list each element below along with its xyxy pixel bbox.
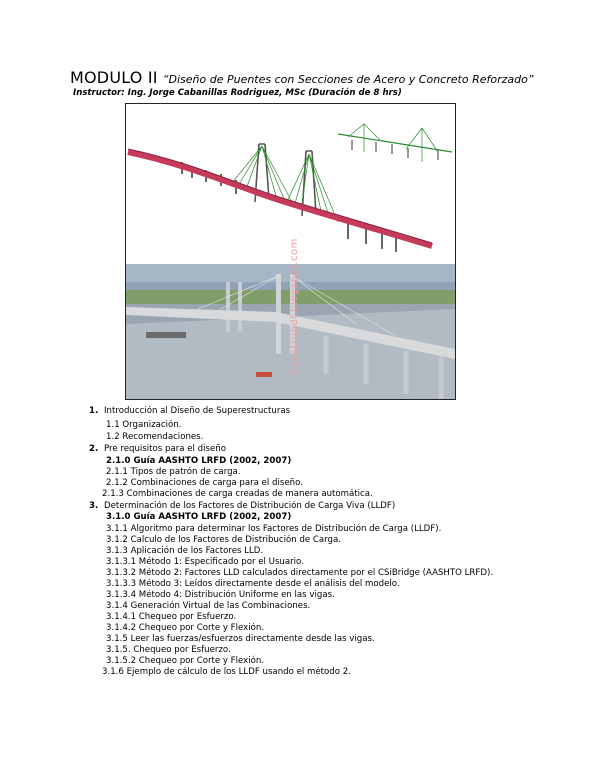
toc-item: 3.1.5. Chequeo por Esfuerzo. — [106, 645, 231, 655]
toc-section-3: Determinación de los Factores de Distribución de Carga Viva (LLDF) — [104, 501, 396, 511]
document-title — [70, 68, 534, 87]
toc-num-2: 2. — [89, 444, 99, 454]
watermark-text: Construpdf.blogspot.com — [289, 238, 300, 375]
toc-item: 1.1 Organización. — [106, 420, 182, 430]
instructor-line: Instructor: Ing. Jorge Cabanillas Rodriguez, MSc (Duración de 8 hrs) — [73, 88, 402, 98]
toc-item: 2.1.1 Tipos de patrón de carga. — [106, 467, 241, 477]
toc-item: 3.1.5 Leer las fuerzas/esfuerzos directamente desde las vigas. — [106, 634, 375, 644]
toc-item: 3.1.2 Calculo de los Factores de Distribución de Carga. — [106, 535, 342, 545]
toc-item: 2.1.2 Combinaciones de carga para el diseño. — [106, 478, 303, 488]
toc-item: 3.1.3.1 Método 1: Especificado por el Usuario. — [106, 557, 304, 567]
toc-item: 3.1.4 Generación Virtual de las Combinaciones. — [106, 601, 311, 611]
toc-item: 2.1.3 Combinaciones de carga creadas de manera automática. — [102, 489, 373, 499]
toc-item: 3.1.3.2 Método 2: Factores LLD calculados directamente por el CSiBridge (AASHTO LRFD). — [106, 568, 494, 578]
toc-section-2: Pre requisitos para el diseño — [104, 444, 226, 454]
toc-section-1: Introducción al Diseño de Superestructuras — [104, 406, 291, 416]
toc-item: 3.1.3.3 Método 3: Leídos directamente desde el análisis del modelo. — [106, 579, 400, 589]
toc-item: 3.1.4.2 Chequeo por Corte y Flexión. — [106, 623, 265, 633]
toc-subheading: 3.1.0 Guía AASHTO LRFD (2002, 2007) — [106, 512, 292, 522]
toc-item: 1.2 Recomendaciones. — [106, 432, 204, 442]
module-subtitle: “Diseño de Puentes con Secciones de Acero y Concreto Reforzado” — [162, 73, 534, 86]
toc-item: 3.1.4.1 Chequeo por Esfuerzo. — [106, 612, 237, 622]
toc-item: 3.1.3.4 Método 4: Distribución Uniforme en las vigas. — [106, 590, 335, 600]
toc-subheading: 2.1.0 Guía AASHTO LRFD (2002, 2007) — [106, 456, 292, 466]
toc-item: 3.1.6 Ejemplo de cálculo de los LLDF usando el método 2. — [102, 667, 351, 677]
toc-num-3: 3. — [89, 501, 99, 511]
toc-num-1: 1. — [89, 406, 99, 416]
toc-item: 3.1.3 Aplicación de los Factores LLD. — [106, 546, 264, 556]
module-title: MODULO II — [70, 68, 158, 87]
toc-item: 3.1.5.2 Chequeo por Corte y Flexión. — [106, 656, 265, 666]
toc-item: 3.1.1 Algoritmo para determinar los Factores de Distribución de Carga (LLDF). — [106, 524, 442, 534]
